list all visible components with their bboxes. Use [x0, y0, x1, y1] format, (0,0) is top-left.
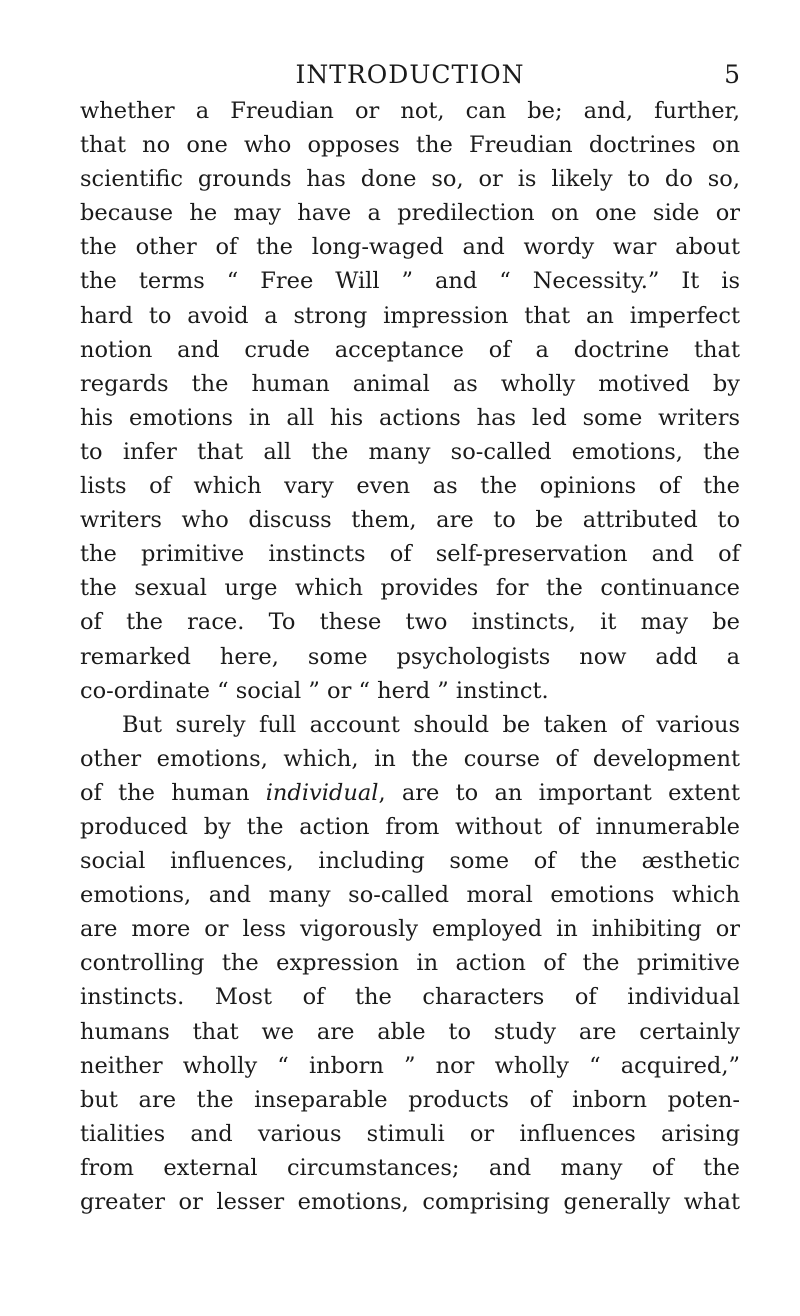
- text-line: greater or lesser emotions, comprising generally what: [80, 1189, 740, 1215]
- text-line: of the race. To these two instincts, it may be: [80, 609, 740, 636]
- running-head: [80, 55, 740, 95]
- text-line: hard to avoid a strong impression that an imperfect: [80, 302, 740, 329]
- running-title: INTRODUCTION: [295, 60, 525, 89]
- text-line: tialities and various stimuli or influences arising: [80, 1120, 740, 1147]
- text-line: the primitive instincts of self-preservation and of: [80, 541, 740, 568]
- page-number: 5: [724, 60, 740, 89]
- text-line: produced by the action from without of innumerable: [80, 813, 740, 840]
- text-line: from external circumstances; and many of the: [80, 1154, 740, 1181]
- text-line: are more or less vigorously employed in inhibiting or: [80, 916, 740, 943]
- text-line: the terms “ Free Will ” and “ Necessity.” It is: [80, 268, 740, 295]
- text-line: regards the human animal as wholly motived by: [80, 370, 740, 397]
- text-line: social influences, including some of the æsthetic: [80, 848, 740, 875]
- text-line: scientific grounds has done so, or is likely to do so,: [80, 166, 740, 193]
- text-line: whether a Freudian or not, can be; and, further,: [80, 98, 740, 124]
- text-line: emotions, and many so-called moral emotions which: [80, 882, 740, 909]
- text-line: lists of which vary even as the opinions of the: [80, 473, 740, 500]
- body-text: [80, 94, 740, 1219]
- text-line: to infer that all the many so-called emotions, the: [80, 438, 740, 465]
- text-line: humans that we are able to study are certainly: [80, 1018, 740, 1045]
- text-line-paragraph-start: But surely full account should be taken of various: [122, 711, 740, 738]
- text-line-paragraph-end: co-ordinate “ social ” or “ herd ” instinct.: [80, 677, 549, 704]
- text-line: notion and crude acceptance of a doctrine that: [80, 336, 740, 363]
- text-line: that no one who opposes the Freudian doctrines on: [80, 132, 740, 159]
- text-line: but are the inseparable products of inborn poten-: [80, 1086, 740, 1113]
- text-line-with-emphasis: [80, 776, 740, 810]
- text-line: controlling the expression in action of the primitive: [80, 950, 740, 977]
- text-line: the sexual urge which provides for the continuance: [80, 575, 740, 602]
- italic-emphasis: individual: [265, 779, 379, 806]
- text-line: the other of the long-waged and wordy war about: [80, 234, 740, 261]
- text-segment: of the human: [80, 779, 266, 806]
- text-line: his emotions in all his actions has led some writers: [80, 404, 740, 431]
- text-line: because he may have a predilection on one side or: [80, 200, 740, 227]
- text-line: other emotions, which, in the course of development: [80, 745, 740, 772]
- text-line: writers who discuss them, are to be attributed to: [80, 507, 740, 534]
- text-segment: , are to an important extent: [378, 779, 740, 806]
- text-line: remarked here, some psychologists now add a: [80, 643, 740, 670]
- text-line: neither wholly “ inborn ” nor wholly “ acquired,”: [80, 1052, 740, 1079]
- text-line: instincts. Most of the characters of individual: [80, 984, 740, 1011]
